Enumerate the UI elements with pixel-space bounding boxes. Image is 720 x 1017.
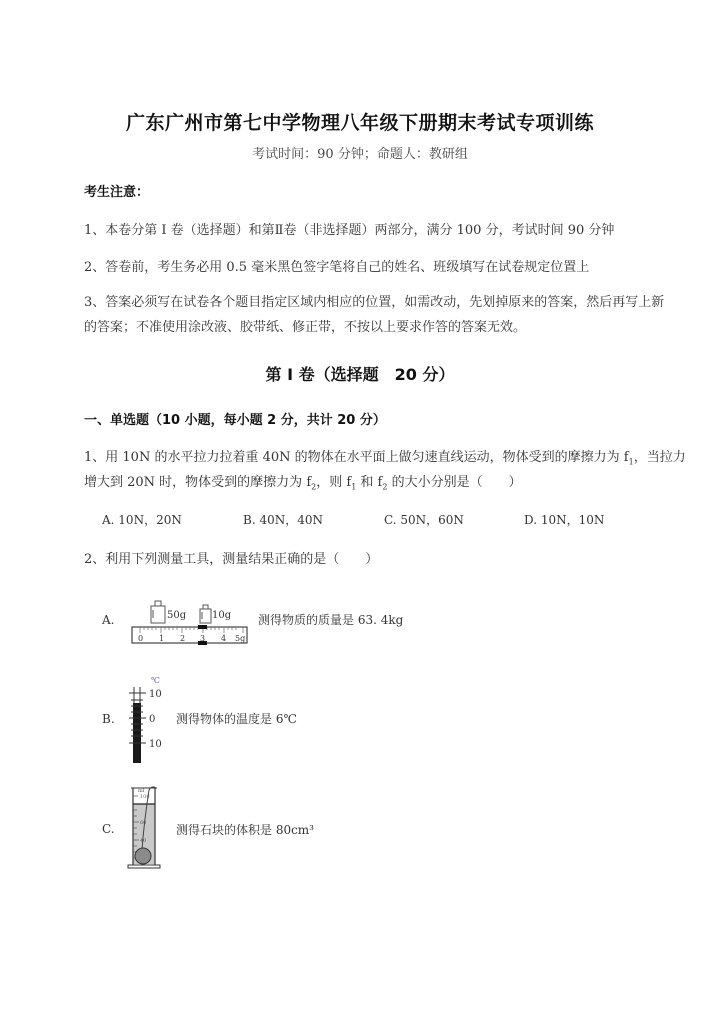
svg-text:10g: 10g xyxy=(212,610,232,621)
balance-scale-figure xyxy=(130,596,250,648)
q1-option-a[interactable]: A. 10N，20N xyxy=(102,513,182,527)
svg-text:5g: 5g xyxy=(235,634,246,643)
svg-text:1: 1 xyxy=(159,634,165,643)
section-title: 第 I 卷（选择题 20 分） xyxy=(265,365,455,384)
svg-text:3: 3 xyxy=(200,634,206,643)
q1-subscript: 2 xyxy=(382,482,388,492)
svg-text:2: 2 xyxy=(180,634,186,643)
subsection-title: 一、单选题（10 小题，每小题 2 分，共计 20 分） xyxy=(84,413,386,428)
svg-text:℃: ℃ xyxy=(151,676,160,685)
q1-text: 的大小分别是（ ） xyxy=(387,475,522,490)
q1-text: 1、用 10N 的水平拉力拉着重 40N 的物体在水平面上做匀速直线运动，物体受到的摩擦力为 f xyxy=(84,450,629,465)
svg-text:10: 10 xyxy=(149,689,162,700)
graduated-cylinder-figure xyxy=(124,782,174,870)
q1-option-c[interactable]: C. 50N，60N xyxy=(384,513,464,527)
svg-text:10: 10 xyxy=(149,739,162,750)
svg-text:4: 4 xyxy=(221,634,227,643)
question-1-stem-line2 xyxy=(84,471,522,492)
notice-item-3: 3、答案必须写在试卷各个题目指定区域内相应的位置，如需改动，先划掉原来的答案，然后再写上新的答案；不准使用涂改液、胶带纸、修正带，不按以上要求作答的答案无效。 xyxy=(84,295,665,335)
svg-text:100: 100 xyxy=(140,794,150,800)
q1-text: ，则 f xyxy=(316,475,352,490)
q1-option-b[interactable]: B. 40N，40N xyxy=(243,513,323,527)
q1-subscript: 1 xyxy=(351,482,357,492)
q1-text: ，当拉力 xyxy=(633,450,686,465)
notice-item-2: 2、答卷前，考生务必用 0.5 毫米黑色签字笔将自己的姓名、班级填写在试卷规定位置上 xyxy=(84,260,590,275)
q2-option-a-text: 测得物质的质量是 63. 4kg xyxy=(258,613,404,627)
notice-item-1: 1、本卷分第 I 卷（选择题）和第Ⅱ卷（非选择题）两部分，满分 100 分，考试时间 90 分钟 xyxy=(84,223,615,238)
page-title: 广东广州市第七中学物理八年级下册期末考试专项训练 xyxy=(125,112,594,134)
svg-text:50g: 50g xyxy=(167,610,187,621)
thermometer-figure xyxy=(124,673,174,765)
q2-option-b-letter[interactable]: B. xyxy=(102,712,115,726)
exam-info: 考试时间：90 分钟；命题人：教研组 xyxy=(252,147,468,162)
q2-option-c-letter[interactable]: C. xyxy=(102,822,115,836)
q2-option-b-text: 测得物体的温度是 6℃ xyxy=(176,712,297,726)
q2-option-c-text: 测得石块的体积是 80cm³ xyxy=(176,823,314,837)
notice-heading: 考生注意： xyxy=(84,185,150,200)
q1-text: 和 f xyxy=(356,475,383,490)
svg-text:0: 0 xyxy=(138,634,144,643)
q2-option-a-letter[interactable]: A. xyxy=(102,613,115,627)
q1-text: 增大到 20N 时，物体受到的摩擦力为 f xyxy=(84,475,312,490)
q1-subscript: 1 xyxy=(628,457,634,467)
svg-text:0: 0 xyxy=(149,714,156,725)
svg-text:ml: ml xyxy=(138,788,145,794)
question-2-stem: 2、利用下列测量工具，测量结果正确的是（ ） xyxy=(84,552,379,567)
question-1-stem-line1 xyxy=(84,446,686,467)
svg-text:40: 40 xyxy=(140,838,147,844)
q1-subscript: 2 xyxy=(311,482,317,492)
svg-text:60: 60 xyxy=(140,820,147,826)
q1-option-d[interactable]: D. 10N，10N xyxy=(524,513,605,527)
